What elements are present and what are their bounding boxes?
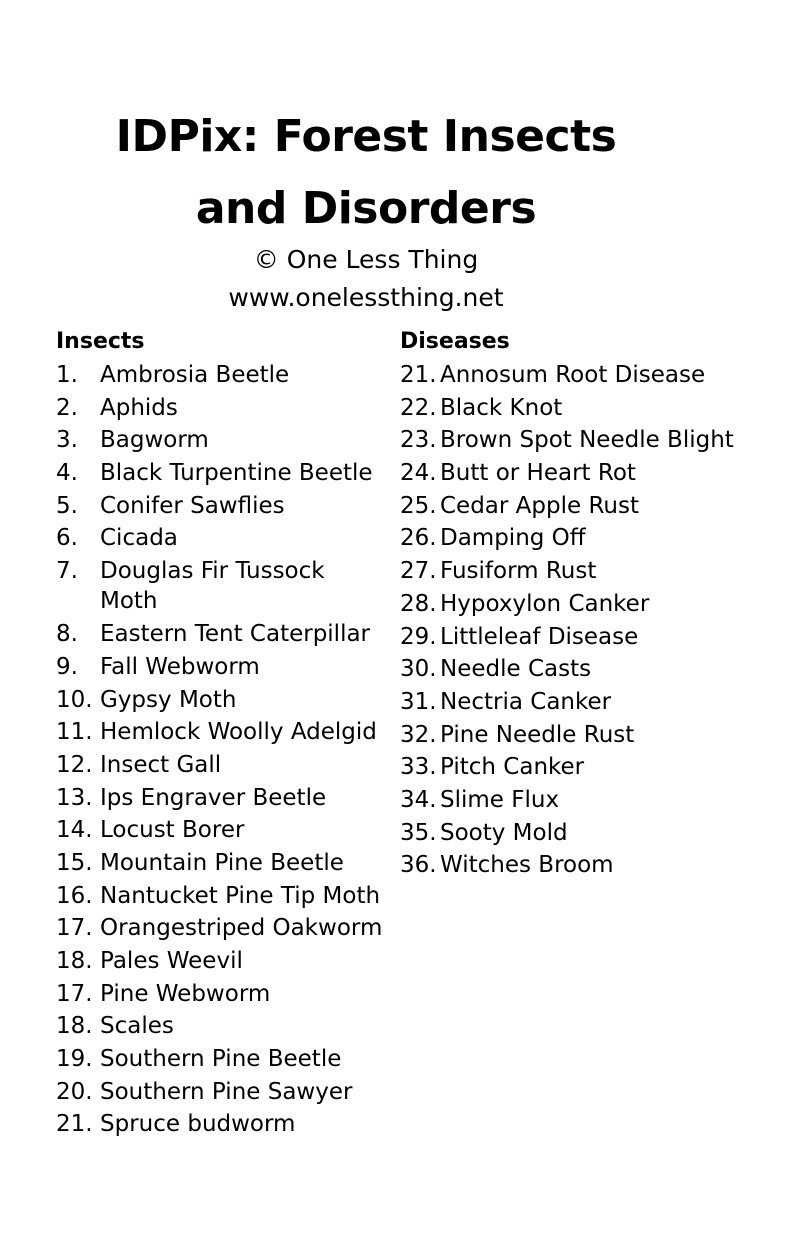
item-number: 35. xyxy=(400,819,437,846)
page-title-line-2: and Disorders xyxy=(195,183,537,234)
item-number: 17. xyxy=(56,915,93,942)
insects-heading: Insects xyxy=(56,329,145,354)
list-item xyxy=(56,619,400,652)
list-item xyxy=(400,752,790,785)
list-item xyxy=(56,913,400,946)
item-number: 2. xyxy=(56,394,78,421)
list-item xyxy=(56,1109,400,1142)
item-name: Sooty Mold xyxy=(440,819,568,846)
item-name: Mountain Pine Beetle xyxy=(100,849,344,876)
list-item xyxy=(400,720,790,753)
website-url: www.onelessthing.net xyxy=(228,283,504,312)
item-name: Black Knot xyxy=(440,394,563,421)
item-name: Butt or Heart Rot xyxy=(440,460,636,487)
item-number: 30. xyxy=(400,656,437,683)
item-name: Fall Webworm xyxy=(100,653,260,680)
item-name: Black Turpentine Beetle xyxy=(100,460,373,487)
list-item xyxy=(400,360,790,393)
item-number: 31. xyxy=(400,688,437,715)
list-item xyxy=(56,783,400,816)
item-number: 27. xyxy=(400,558,437,585)
item-name: Bagworm xyxy=(100,427,209,454)
item-number: 13. xyxy=(56,784,93,811)
item-name: Pales Weevil xyxy=(100,948,243,974)
list-item xyxy=(56,750,400,783)
item-number: 18. xyxy=(56,1013,93,1040)
item-number: 1. xyxy=(56,362,78,388)
list-item xyxy=(56,360,400,393)
list-item xyxy=(400,785,790,818)
list-item xyxy=(56,491,400,524)
item-name: Hypoxylon Canker xyxy=(440,590,650,617)
item-number: 20. xyxy=(56,1078,93,1105)
list-item xyxy=(400,589,790,622)
item-number: 28. xyxy=(400,590,437,617)
item-name: Pitch Canker xyxy=(440,754,585,781)
item-name: Needle Casts xyxy=(440,656,592,683)
item-name: Annosum Root Disease xyxy=(440,362,706,388)
item-number: 21. xyxy=(56,1111,93,1138)
item-name: Damping Off xyxy=(440,525,586,552)
item-name: Brown Spot Needle Blight xyxy=(440,427,734,454)
item-name: Aphids xyxy=(100,394,178,421)
insects-list xyxy=(56,324,400,1142)
item-number: 12. xyxy=(56,751,93,778)
item-number: 3. xyxy=(56,427,78,454)
item-name: Slime Flux xyxy=(440,786,560,813)
item-number: 24. xyxy=(400,460,437,487)
list-item xyxy=(400,654,790,687)
item-number: 25. xyxy=(400,492,437,519)
item-name: Witches Broom xyxy=(440,852,614,879)
item-name: Spruce budworm xyxy=(100,1111,296,1138)
list-item xyxy=(400,818,790,851)
item-number: 5. xyxy=(56,492,78,519)
item-name: Douglas Fir Tussock Moth xyxy=(100,558,325,615)
item-number: 10. xyxy=(56,686,93,713)
item-name: Hemlock Woolly Adelgid xyxy=(100,719,377,746)
list-item xyxy=(56,523,400,556)
item-name: Fusiform Rust xyxy=(440,558,597,585)
list-item xyxy=(400,523,790,556)
list-item xyxy=(400,458,790,491)
item-name: Pine Webworm xyxy=(100,980,271,1007)
list-item xyxy=(56,946,400,979)
item-name: Locust Borer xyxy=(100,817,245,844)
item-name: Nectria Canker xyxy=(440,688,612,715)
list-item xyxy=(400,425,790,458)
list-item xyxy=(400,393,790,426)
list-item xyxy=(56,848,400,881)
list-item xyxy=(400,491,790,524)
item-name: Southern Pine Beetle xyxy=(100,1046,342,1073)
diseases-heading: Diseases xyxy=(400,329,510,354)
diseases-list xyxy=(400,324,790,883)
item-number: 19. xyxy=(56,1046,93,1073)
item-number: 36. xyxy=(400,852,437,879)
item-number: 4. xyxy=(56,460,78,487)
item-name: Orangestriped Oakworm xyxy=(100,915,383,942)
item-number: 6. xyxy=(56,525,78,552)
item-name: Cedar Apple Rust xyxy=(440,492,639,519)
list-item xyxy=(400,622,790,655)
item-number: 9. xyxy=(56,653,78,680)
item-number: 23. xyxy=(400,427,437,454)
item-number: 16. xyxy=(56,882,93,909)
list-item xyxy=(56,1077,400,1110)
list-item xyxy=(56,815,400,848)
item-number: 34. xyxy=(400,786,437,813)
item-name: Ips Engraver Beetle xyxy=(100,784,327,811)
item-number: 26. xyxy=(400,525,437,552)
item-number: 21. xyxy=(400,362,437,388)
list-item xyxy=(400,687,790,720)
item-number: 11. xyxy=(56,719,93,746)
list-item xyxy=(56,556,400,619)
list-item xyxy=(400,556,790,589)
item-name: Gypsy Moth xyxy=(100,686,237,713)
item-number: 14. xyxy=(56,817,93,844)
list-item xyxy=(56,717,400,750)
list-item xyxy=(56,881,400,914)
list-item xyxy=(400,850,790,883)
item-number: 7. xyxy=(56,558,78,585)
item-name: Littleleaf Disease xyxy=(440,623,639,650)
item-number: 33. xyxy=(400,754,437,781)
item-number: 8. xyxy=(56,621,78,648)
item-number: 17. xyxy=(56,980,93,1007)
item-number: 18. xyxy=(56,948,93,974)
item-number: 15. xyxy=(56,849,93,876)
item-name: Conifer Sawflies xyxy=(100,492,285,519)
item-number: 32. xyxy=(400,721,437,748)
list-item xyxy=(56,652,400,685)
page-title-line-1: IDPix: Forest Insects xyxy=(115,111,617,162)
copyright-notice: © One Less Thing xyxy=(253,245,479,274)
item-number: 29. xyxy=(400,623,437,650)
item-name: Insect Gall xyxy=(100,751,222,778)
list-item xyxy=(56,685,400,718)
item-name: Ambrosia Beetle xyxy=(100,362,290,388)
list-item xyxy=(56,979,400,1012)
item-name: Scales xyxy=(100,1013,174,1040)
list-item xyxy=(56,1011,400,1044)
item-name: Cicada xyxy=(100,525,178,552)
item-name: Southern Pine Sawyer xyxy=(100,1078,353,1105)
item-name: Pine Needle Rust xyxy=(440,721,635,748)
list-item xyxy=(56,393,400,426)
item-name: Nantucket Pine Tip Moth xyxy=(100,882,381,909)
list-item xyxy=(56,458,400,491)
item-name: Eastern Tent Caterpillar xyxy=(100,621,371,648)
item-number: 22. xyxy=(400,394,437,421)
list-item xyxy=(56,425,400,458)
list-item xyxy=(56,1044,400,1077)
